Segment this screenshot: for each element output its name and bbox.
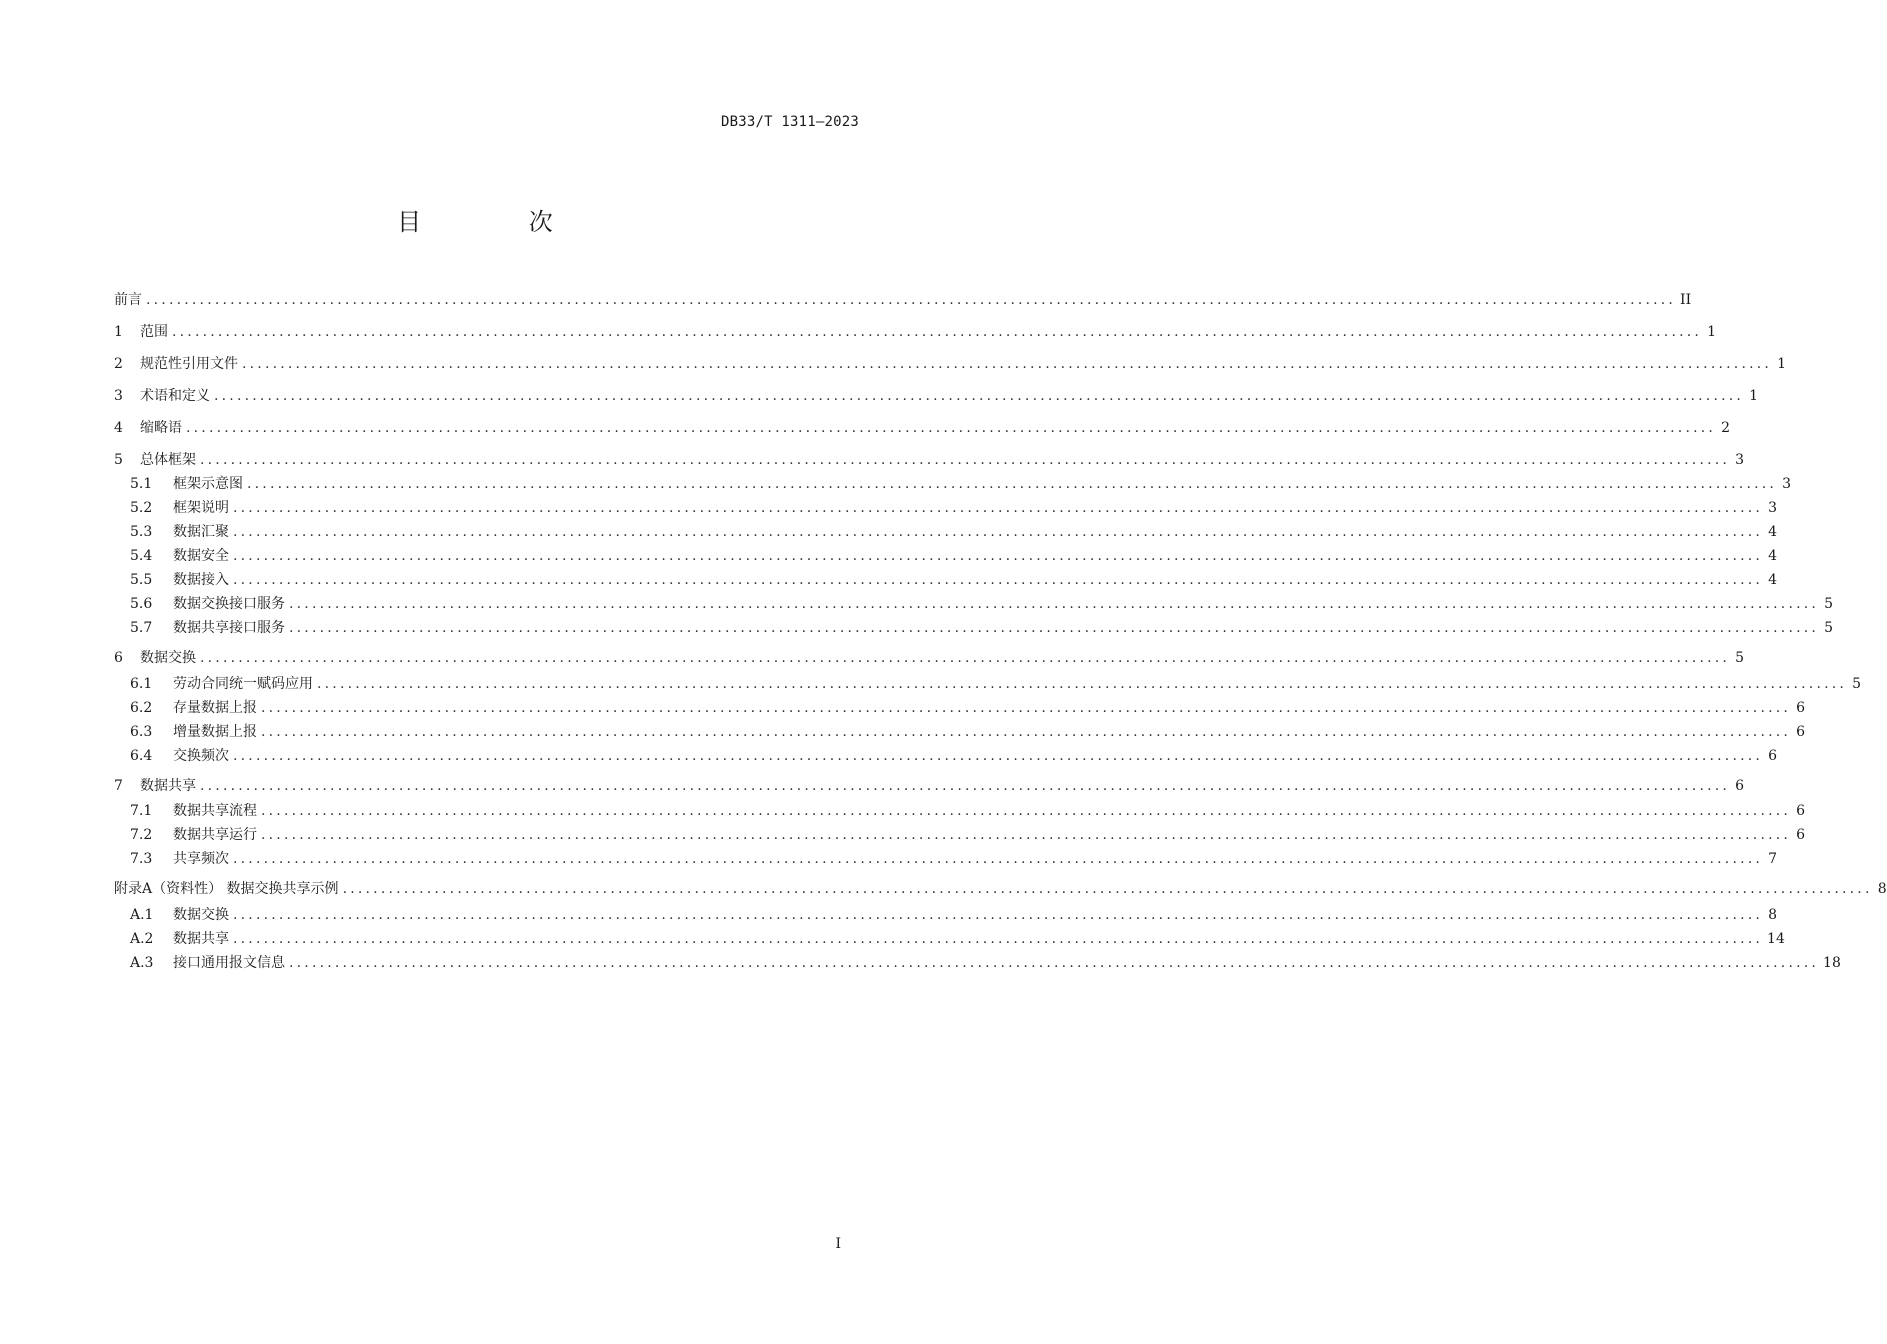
toc-entry-page: 6	[1796, 803, 1806, 819]
toc-entry-page: 1	[1707, 324, 1717, 340]
toc-entry[interactable]	[130, 694, 1806, 718]
toc-entry-label: 规范性引用文件	[140, 356, 238, 372]
toc-entry-label: 数据交换接口服务	[173, 596, 285, 612]
toc-entry[interactable]	[130, 670, 1862, 694]
toc-leader-dots: ........................................................................................................................................................................................................	[233, 500, 1764, 516]
toc-entry-page: 6	[1796, 827, 1806, 843]
toc-entry[interactable]	[130, 542, 1778, 566]
toc-entry-number: 1	[114, 324, 123, 340]
toc-entry-number: 5.5	[130, 572, 153, 588]
toc-entry-label: 数据汇聚	[173, 524, 229, 540]
toc-leader-dots: ........................................................................................................................................................................................................	[261, 724, 1792, 740]
toc-leader-dots: ........................................................................................................................................................................................................	[233, 524, 1764, 540]
toc-entry-number: A.3	[130, 955, 154, 971]
toc-leader-dots: ........................................................................................................................................................................................................	[214, 388, 1745, 404]
toc-entry-number: 6.1	[130, 676, 153, 692]
toc-leader-dots: ........................................................................................................................................................................................................	[200, 452, 1731, 468]
toc-entry-label: 数据交换	[140, 650, 196, 666]
toc-entry-page: 6	[1796, 724, 1806, 740]
toc-leader-dots: ........................................................................................................................................................................................................	[342, 881, 1873, 897]
toc-entry[interactable]	[114, 875, 1887, 899]
toc-entry-label: 前言	[114, 292, 142, 308]
toc-entry[interactable]	[114, 286, 1692, 310]
toc-entry-label: 数据共享	[173, 931, 229, 947]
toc-leader-dots: ........................................................................................................................................................................................................	[261, 827, 1792, 843]
toc-leader-dots: ........................................................................................................................................................................................................	[186, 420, 1717, 436]
toc-entry-number: 2	[114, 356, 123, 372]
toc-entry[interactable]	[130, 590, 1834, 614]
toc-entry-label: 增量数据上报	[173, 724, 257, 740]
toc-leader-dots: ........................................................................................................................................................................................................	[233, 572, 1764, 588]
toc-entry-page: 4	[1768, 524, 1778, 540]
toc-entry-page: 8	[1877, 881, 1887, 897]
toc-entry-page: 5	[1824, 620, 1834, 636]
toc-entry[interactable]	[130, 797, 1806, 821]
toc-entry-number: A.2	[130, 931, 154, 947]
toc-entry-number: 6	[114, 650, 123, 666]
toc-entry-page: 6	[1735, 778, 1745, 794]
toc-entry[interactable]	[114, 382, 1759, 406]
toc-leader-dots: ........................................................................................................................................................................................................	[172, 324, 1703, 340]
toc-entry-label: 数据共享运行	[173, 827, 257, 843]
toc-entry-label: 数据交换	[173, 907, 229, 923]
toc-entry-page: 4	[1768, 548, 1778, 564]
toc-entry-page: 14	[1767, 931, 1785, 947]
toc-entry[interactable]	[114, 414, 1731, 438]
toc-entry-number: 4	[114, 420, 123, 436]
toc-entry-number: 5.4	[130, 548, 153, 564]
toc-leader-dots: ........................................................................................................................................................................................................	[233, 931, 1764, 947]
toc-entry[interactable]	[130, 718, 1806, 742]
toc-leader-dots: ........................................................................................................................................................................................................	[146, 292, 1677, 308]
toc-entry[interactable]	[130, 901, 1778, 925]
toc-entry[interactable]	[130, 845, 1778, 869]
toc-entry-number: A.1	[130, 907, 154, 923]
toc-entry-page: 1	[1777, 356, 1787, 372]
toc-entry-page: 5	[1824, 596, 1834, 612]
toc-entry-page: 3	[1782, 476, 1792, 492]
toc-entry-page: 7	[1768, 851, 1778, 867]
toc-entry[interactable]	[130, 470, 1792, 494]
toc-entry-number: 5	[114, 452, 123, 468]
toc-entry-number: 6.3	[130, 724, 153, 740]
toc-entry-label: 数据共享流程	[173, 803, 257, 819]
toc-entry-page: 6	[1768, 748, 1778, 764]
toc-entry-label: 框架示意图	[173, 476, 243, 492]
toc-entry[interactable]	[114, 446, 1745, 470]
toc-entry-label: 劳动合同统一赋码应用	[173, 676, 313, 692]
toc-entry[interactable]	[130, 566, 1778, 590]
toc-entry[interactable]	[130, 925, 1785, 949]
toc-entry[interactable]	[130, 614, 1834, 638]
toc-entry-page: 6	[1796, 700, 1806, 716]
toc-entry[interactable]	[114, 644, 1745, 668]
toc-entry-page: 3	[1735, 452, 1745, 468]
toc-entry-number: 7.3	[130, 851, 153, 867]
toc-entry-label: 框架说明	[173, 500, 229, 516]
toc-entry-number: 6.4	[130, 748, 153, 764]
toc-entry-label: 缩略语	[140, 420, 182, 436]
toc-entry-label: 交换频次	[173, 748, 229, 764]
toc-entry-number: 5.1	[130, 476, 153, 492]
toc-leader-dots: ........................................................................................................................................................................................................	[289, 620, 1820, 636]
toc-leader-dots: ........................................................................................................................................................................................................	[233, 748, 1764, 764]
toc-entry-number: 5.6	[130, 596, 153, 612]
toc-entry-label: 总体框架	[140, 452, 196, 468]
toc-entry-page: II	[1680, 292, 1692, 308]
toc-entry-label: 术语和定义	[140, 388, 210, 404]
toc-leader-dots: ........................................................................................................................................................................................................	[261, 803, 1792, 819]
toc-entry-number: 7.2	[130, 827, 153, 843]
toc-entry-page: 5	[1735, 650, 1745, 666]
toc-leader-dots: ........................................................................................................................................................................................................	[200, 650, 1731, 666]
toc-entry-number: 5.3	[130, 524, 153, 540]
toc-leader-dots: ........................................................................................................................................................................................................	[261, 700, 1792, 716]
toc-entry-number: 6.2	[130, 700, 153, 716]
toc-entry[interactable]	[130, 494, 1778, 518]
toc-entry[interactable]	[130, 742, 1778, 766]
toc-entry-page: 1	[1749, 388, 1759, 404]
page-title: 目 次	[397, 208, 603, 236]
toc-entry-number: 5.7	[130, 620, 153, 636]
toc-entry-label: 数据共享	[140, 778, 196, 794]
toc-leader-dots: ........................................................................................................................................................................................................	[289, 955, 1820, 971]
toc-entry[interactable]	[114, 772, 1745, 796]
toc-entry-label: 接口通用报文信息	[173, 955, 285, 971]
toc-entry[interactable]	[130, 821, 1806, 845]
toc-entry-label: 数据共享接口服务	[173, 620, 285, 636]
toc-entry[interactable]	[114, 318, 1717, 342]
toc-leader-dots: ........................................................................................................................................................................................................	[233, 907, 1764, 923]
toc-entry-label: 存量数据上报	[173, 700, 257, 716]
document-code: DB33/T 1311—2023	[720, 114, 859, 130]
toc-entry[interactable]	[130, 518, 1778, 542]
toc-entry[interactable]	[130, 949, 1841, 973]
toc-entry-number: 3	[114, 388, 123, 404]
toc-entry-page: 4	[1768, 572, 1778, 588]
toc-leader-dots: ........................................................................................................................................................................................................	[233, 548, 1764, 564]
toc-entry[interactable]	[114, 350, 1787, 374]
toc-entry-page: 18	[1823, 955, 1841, 971]
toc-leader-dots: ........................................................................................................................................................................................................	[289, 596, 1820, 612]
toc-entry-page: 2	[1721, 420, 1731, 436]
toc-entry-page: 5	[1852, 676, 1862, 692]
toc-entry-label: 共享频次	[173, 851, 229, 867]
toc-leader-dots: ........................................................................................................................................................................................................	[242, 356, 1773, 372]
toc-leader-dots: ........................................................................................................................................................................................................	[233, 851, 1764, 867]
toc-entry-number: 7	[114, 778, 123, 794]
toc-entry-label: 数据接入	[173, 572, 229, 588]
toc-leader-dots: ........................................................................................................................................................................................................	[247, 476, 1778, 492]
toc-entry-page: 8	[1768, 907, 1778, 923]
toc-entry-label: 范围	[140, 324, 168, 340]
toc-entry-page: 3	[1768, 500, 1778, 516]
toc-entry-number: 7.1	[130, 803, 153, 819]
toc-entry-label: 数据安全	[173, 548, 229, 564]
toc-leader-dots: ........................................................................................................................................................................................................	[200, 778, 1731, 794]
page-number: I	[835, 1236, 841, 1252]
toc-leader-dots: ........................................................................................................................................................................................................	[317, 676, 1848, 692]
toc-entry-number: 5.2	[130, 500, 153, 516]
toc-entry-label: 附录A（资料性） 数据交换共享示例	[114, 881, 339, 897]
